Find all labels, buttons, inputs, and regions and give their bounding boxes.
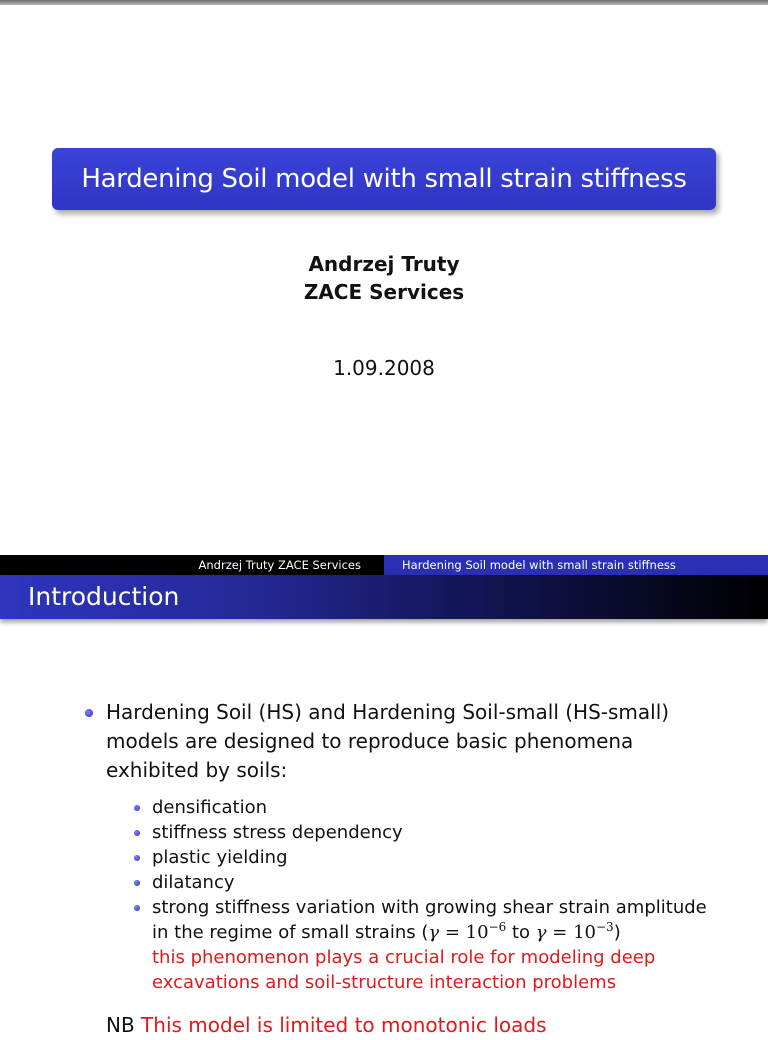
to-word: to: [506, 922, 536, 943]
close-paren: ): [613, 922, 621, 943]
gamma-symbol-2: γ: [535, 922, 547, 943]
sub-bullet-item: dilatancy: [152, 870, 712, 895]
equals-ten-2: = 10: [546, 922, 596, 943]
red-note: this phenomenon plays a crucial role for modeling deep excavations and soil-structure interaction problems: [152, 947, 656, 993]
slide-title: Hardening Soil model with small strain stiffness: [81, 164, 687, 194]
gamma-symbol: γ: [428, 922, 440, 943]
sub-bullet-item-strain: [152, 895, 712, 995]
footer-title-panel: [384, 555, 768, 575]
sub-bullet-item: stiffness stress dependency: [152, 820, 712, 845]
frame-title: Introduction: [28, 582, 180, 611]
sub-bullet-item: plastic yielding: [152, 845, 712, 870]
sub-bullet-list: [152, 795, 712, 995]
author-name: Andrzej Truty: [308, 252, 460, 276]
footer-title-text: Hardening Soil model with small strain stiffness: [402, 558, 676, 572]
institution-name: ZACE Services: [303, 280, 465, 304]
footer-author-panel: [0, 555, 384, 575]
presentation-date: 1.09.2008: [333, 356, 435, 380]
equals-ten: = 10: [439, 922, 489, 943]
frame-title-bar: [0, 575, 768, 619]
nb-note: [106, 1011, 547, 1040]
footer-author-text: Andrzej Truty ZACE Services: [198, 558, 361, 572]
slide-title-box: [52, 148, 716, 210]
strain-text: strong stiffness variation with growing shear strain amplitude in the regime of small strains (: [152, 897, 707, 943]
exponent-1: −6: [488, 920, 507, 934]
author-block: [0, 250, 768, 306]
nb-text: This model is limited to monotonic loads: [141, 1013, 547, 1037]
slide-footer: [0, 555, 768, 575]
exponent-2: −3: [596, 920, 614, 934]
sub-bullet-item: densification: [152, 795, 712, 820]
slide-content: [0, 698, 768, 1037]
nb-label: NB: [106, 1013, 135, 1037]
top-border: [0, 0, 768, 5]
main-bullet: Hardening Soil (HS) and Hardening Soil-small (HS-small) models are designed to reproduce basic phenomena exhibited by soils:: [106, 698, 706, 785]
